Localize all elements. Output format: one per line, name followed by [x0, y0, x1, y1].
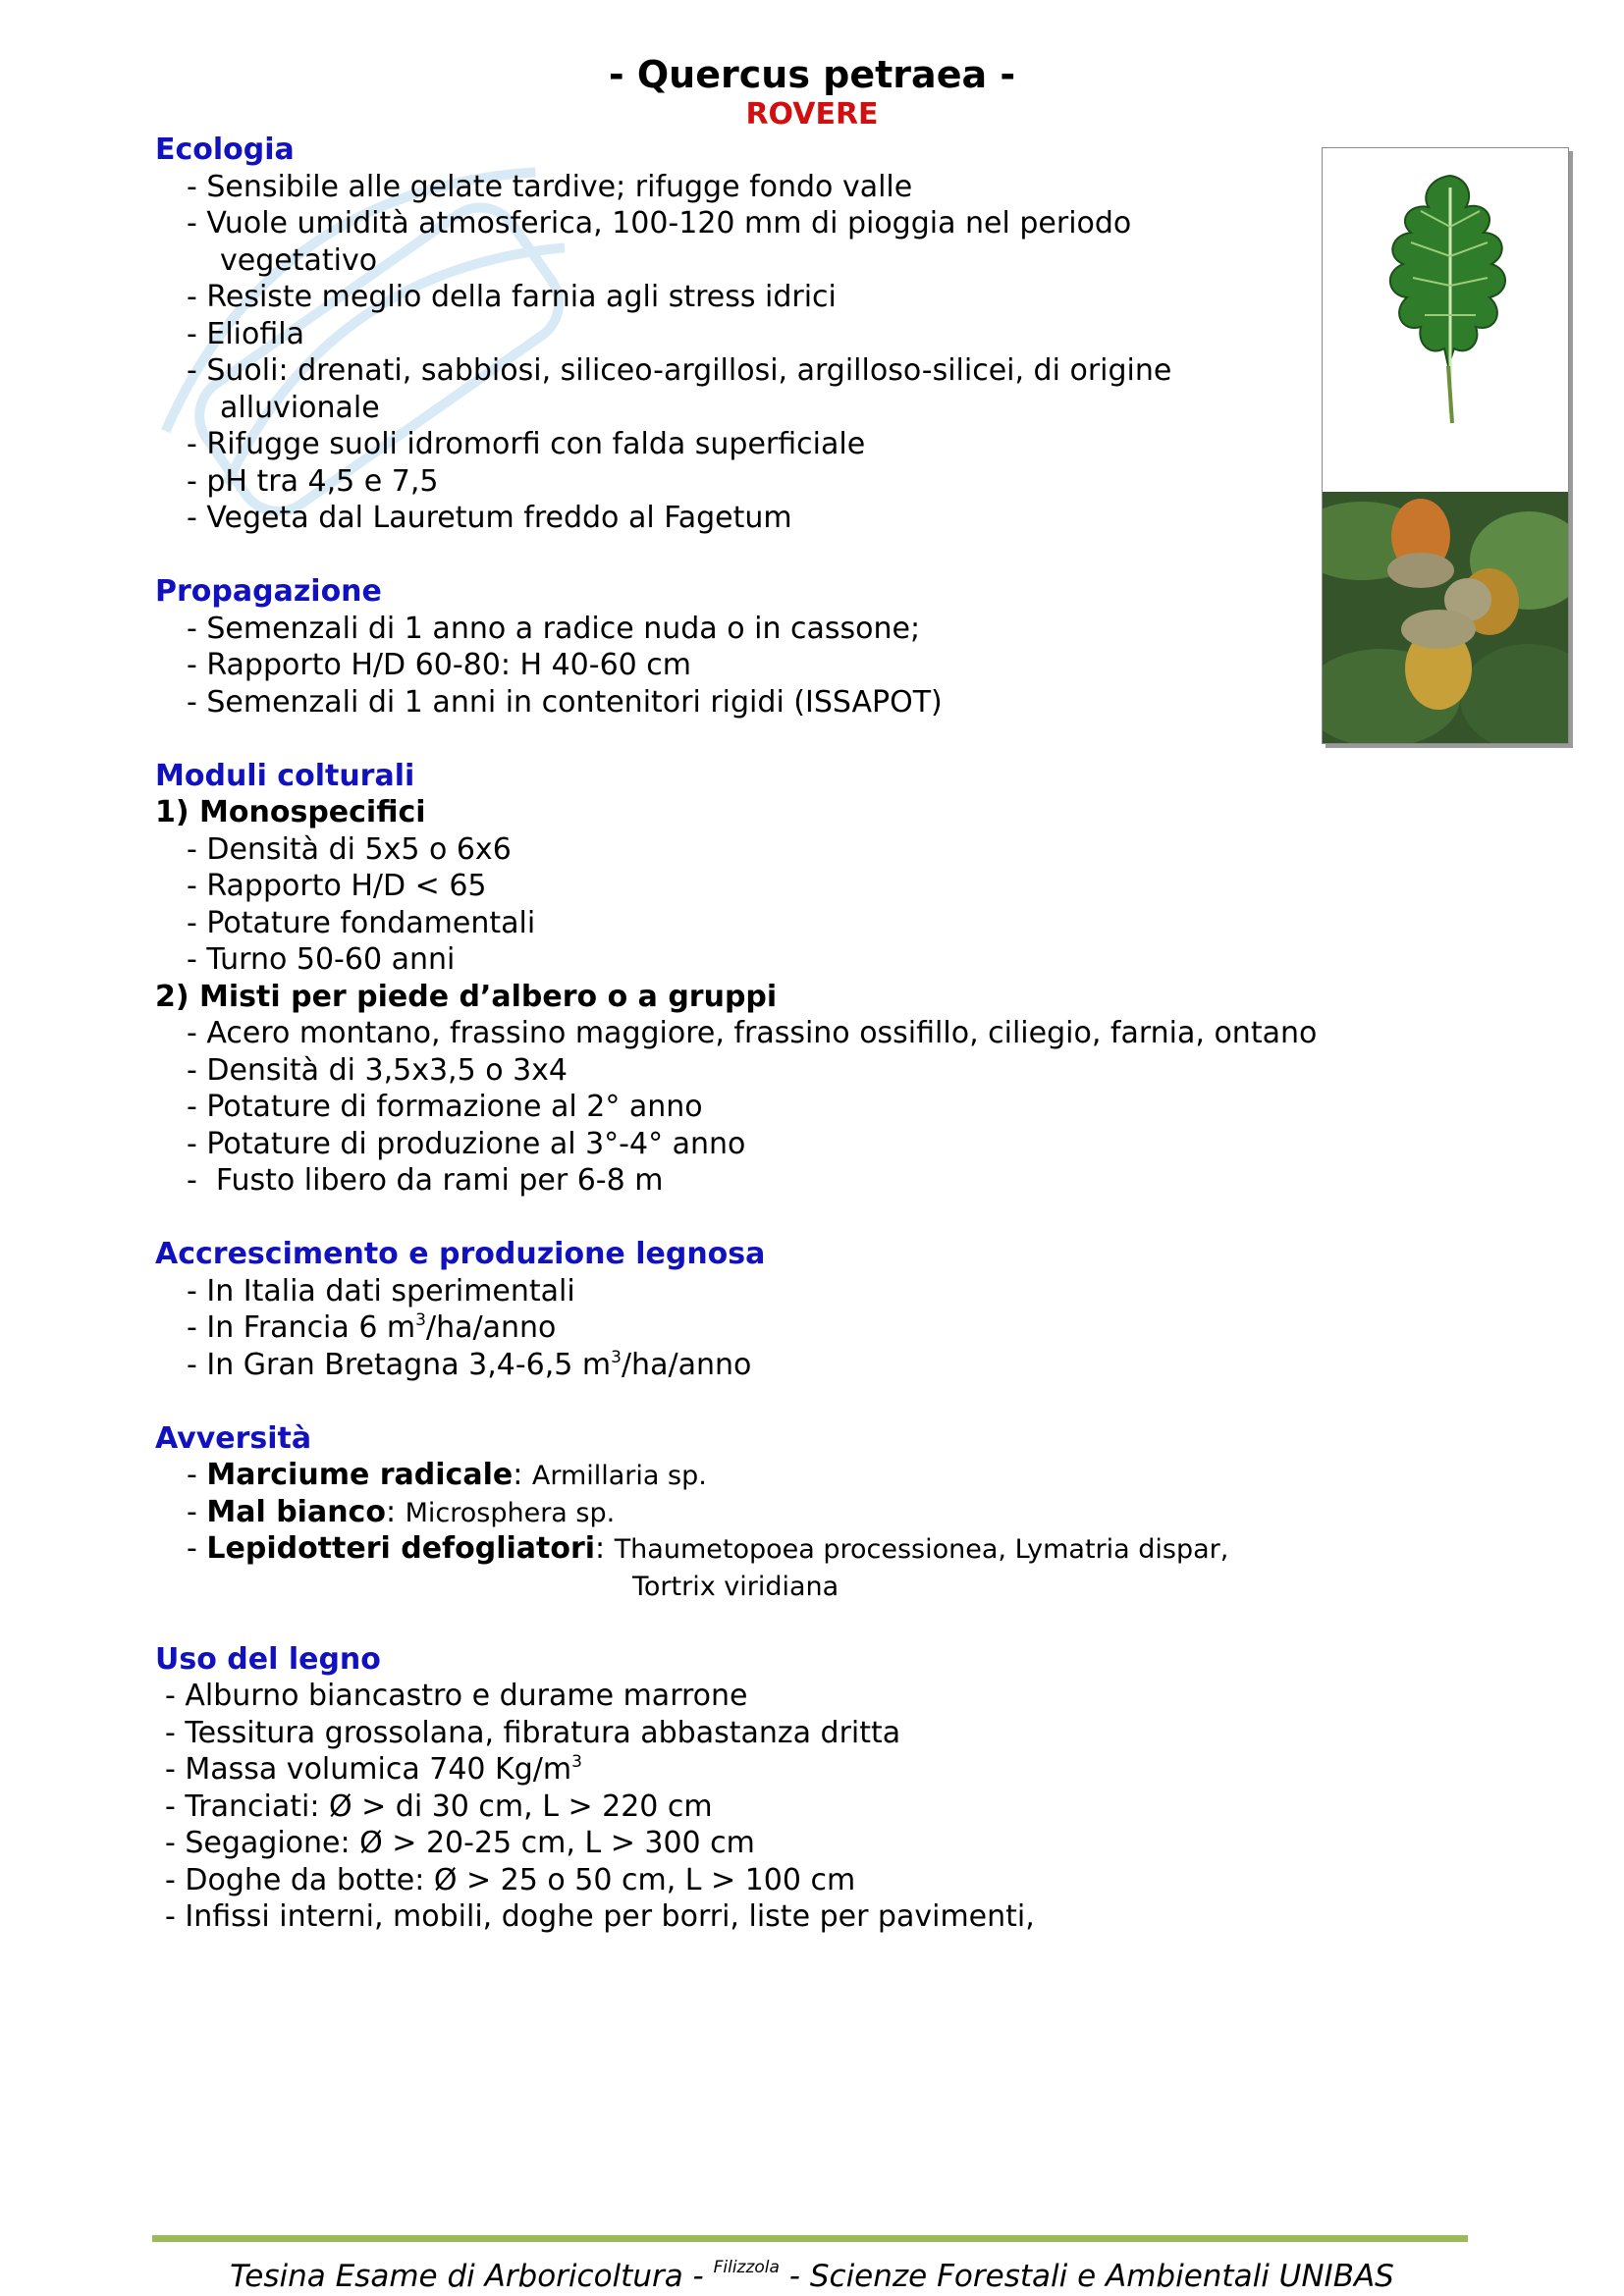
list-item: - Alburno biancastro e durame marrone	[165, 1679, 748, 1713]
subheading-monospecifici: 1) Monospecifici	[155, 795, 426, 829]
list-item: - Vegeta dal Lauretum freddo al Fagetum	[187, 501, 792, 535]
heading-uso-del-legno: Uso del legno	[155, 1641, 381, 1677]
heading-moduli-colturali: Moduli colturali	[155, 758, 415, 793]
list-item: - pH tra 4,5 e 7,5	[187, 463, 439, 499]
list-item: - Acero montano, frassino maggiore, frassino ossifillo, ciliegio, farnia, ontano	[187, 1016, 1318, 1050]
list-item: - Semenzali di 1 anni in contenitori rigidi (ISSAPOT)	[187, 684, 943, 720]
list-item: - Resiste meglio della farnia agli stress idrici	[187, 280, 837, 314]
section-ecologia	[155, 132, 1432, 537]
section-avversita	[155, 1420, 1432, 1605]
list-item: - Densità di 3,5x3,5 o 3x4	[187, 1052, 568, 1088]
list-item: - Fusto libero da rami per 6-8 m	[187, 1163, 664, 1198]
page-subtitle: ROVERE	[745, 97, 879, 132]
list-item: - Suoli: drenati, sabbiosi, siliceo-argillosi, argilloso-silicei, di origine	[187, 353, 1172, 388]
list-item: - Turno 50-60 anni	[187, 942, 456, 977]
list-item: - Rapporto H/D 60-80: H 40-60 cm	[187, 648, 691, 682]
list-item: - Lepidotteri defogliatori: Thaumetopoea processionea, Lymatria dispar,	[187, 1531, 1229, 1566]
list-item: - Vuole umidità atmosferica, 100-120 mm di pioggia nel periodo	[187, 206, 1132, 240]
page-footer: Tesina Esame di Arboricoltura - $^{Filizzola}$ - Scienze Forestali e Ambientali UNIBAS	[230, 2258, 1394, 2294]
list-item: - Infissi interni, mobili, doghe per borri, liste per pavimenti,	[165, 1899, 1035, 1934]
list-item: - Tranciati: Ø > di 30 cm, L > 220 cm	[165, 1789, 713, 1824]
list-item: - Rapporto H/D < 65	[187, 869, 487, 903]
list-item: - In Italia dati sperimentali	[187, 1273, 575, 1308]
list-item-massa: - Massa volumica 740 $Kg/m^3$	[165, 1752, 582, 1787]
list-item: - Sensibile alle gelate tardive; rifugge fondo valle	[187, 169, 913, 204]
page-title: - Quercus petraea -	[608, 53, 1016, 96]
list-item: - Eliofila	[187, 316, 304, 351]
list-item: - Semenzali di 1 anno a radice nuda o in cassone;	[187, 611, 921, 646]
list-item: - Potature di produzione al 3°-4° anno	[187, 1126, 746, 1161]
list-item-continuation: Tortrix viridiana	[632, 1571, 839, 1602]
list-item: - Potature di formazione al 2° anno	[187, 1090, 703, 1124]
list-item: - Rifugge suoli idromorfi con falda superficiale	[187, 427, 866, 461]
list-item: - Segagione: Ø > 20-25 cm, L > 300 cm	[165, 1826, 755, 1860]
section-moduli-colturali	[155, 758, 1432, 1200]
heading-accrescimento: Accrescimento e produzione legnosa	[155, 1237, 766, 1271]
heading-ecologia: Ecologia	[155, 133, 295, 167]
list-item: - Potature fondamentali	[187, 905, 536, 940]
heading-propagazione: Propagazione	[155, 574, 382, 609]
list-item-gran-bretagna: - In Gran Bretagna 3,4-6,5 $m^3/ha$/anno	[187, 1347, 752, 1382]
list-item: - Tessitura grossolana, fibratura abbastanza dritta	[165, 1715, 901, 1750]
list-item-francia: - In Francia 6 $m^3/ha$/anno	[187, 1310, 557, 1345]
section-accrescimento	[155, 1236, 1432, 1383]
heading-avversita: Avversità	[155, 1420, 312, 1456]
list-item-continuation: alluvionale	[220, 390, 380, 425]
list-item-continuation: vegetativo	[220, 242, 378, 278]
section-propagazione	[155, 573, 1432, 721]
list-item: - Densità di 5x5 o 6x6	[187, 831, 512, 867]
list-item: - Doghe da botte: Ø > 25 o 50 cm, L > 100 cm	[165, 1862, 856, 1897]
footer-rule	[152, 2235, 1468, 2242]
list-item: - Mal bianco: Microsphera sp.	[187, 1494, 616, 1529]
list-item: - Marciume radicale: Armillaria sp.	[187, 1458, 707, 1492]
subheading-misti: 2) Misti per piede d’albero o a gruppi	[155, 979, 778, 1014]
section-uso-del-legno	[155, 1641, 1432, 1936]
